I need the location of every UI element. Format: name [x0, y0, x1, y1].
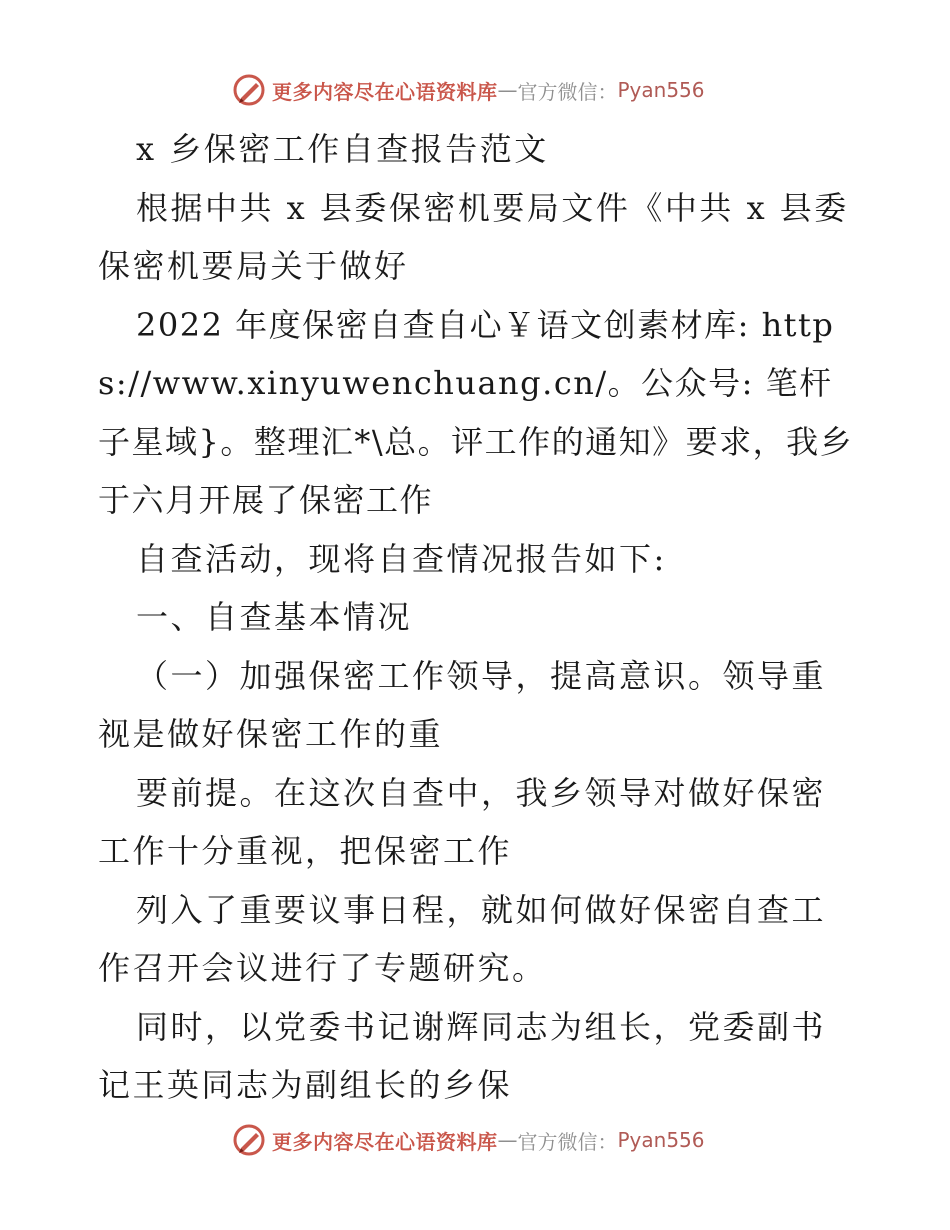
- header-watermark: [232, 70, 752, 110]
- watermark-wechat-label: 官方微信：: [517, 79, 618, 104]
- paragraph: 根据中共 x 县委保密机要局文件《中共 x 县委保密机要局关于做好: [98, 188, 849, 285]
- paragraph: 自查活动，现将自查情况报告如下:: [136, 539, 667, 578]
- watermark-dash: —: [497, 1128, 518, 1152]
- paragraph: 2022 年度保密自查自心￥语文创素材库: https://www.xinyuwenchuang.cn/。公众号: 笔杆子星域}。整理汇*\总。评工作的通知》要求，我乡于六月开展了保密工作: [98, 305, 854, 519]
- watermark-wechat-id: Pyan556: [617, 78, 705, 102]
- document-title: x 乡保密工作自查报告范文: [136, 130, 549, 168]
- watermark-brand: 更多内容尽在心语资料库: [272, 1129, 498, 1154]
- paragraph: 同时，以党委书记谢辉同志为组长，党委副书记王英同志为副组长的乡保: [98, 1007, 827, 1104]
- footer-watermark: [232, 1120, 752, 1160]
- paragraph: 列入了重要议事日程，就如何做好保密自查工作召开会议进行了专题研究。: [98, 890, 827, 987]
- paragraph: （一）加强保密工作领导，提高意识。领导重视是做好保密工作的重: [98, 656, 827, 753]
- watermark-brand: 更多内容尽在心语资料库: [272, 79, 498, 104]
- watermark-wechat-id: Pyan556: [617, 1128, 705, 1152]
- pen-logo-icon: [232, 1123, 266, 1157]
- watermark-dash: —: [497, 78, 518, 102]
- paragraph: 要前提。在这次自查中，我乡领导对做好保密工作十分重视，把保密工作: [98, 773, 827, 870]
- section-heading: 一、自查基本情况: [136, 598, 413, 636]
- watermark-wechat-label: 官方微信：: [517, 1129, 618, 1154]
- pen-logo-icon: [232, 73, 266, 107]
- document-body: [98, 120, 858, 1115]
